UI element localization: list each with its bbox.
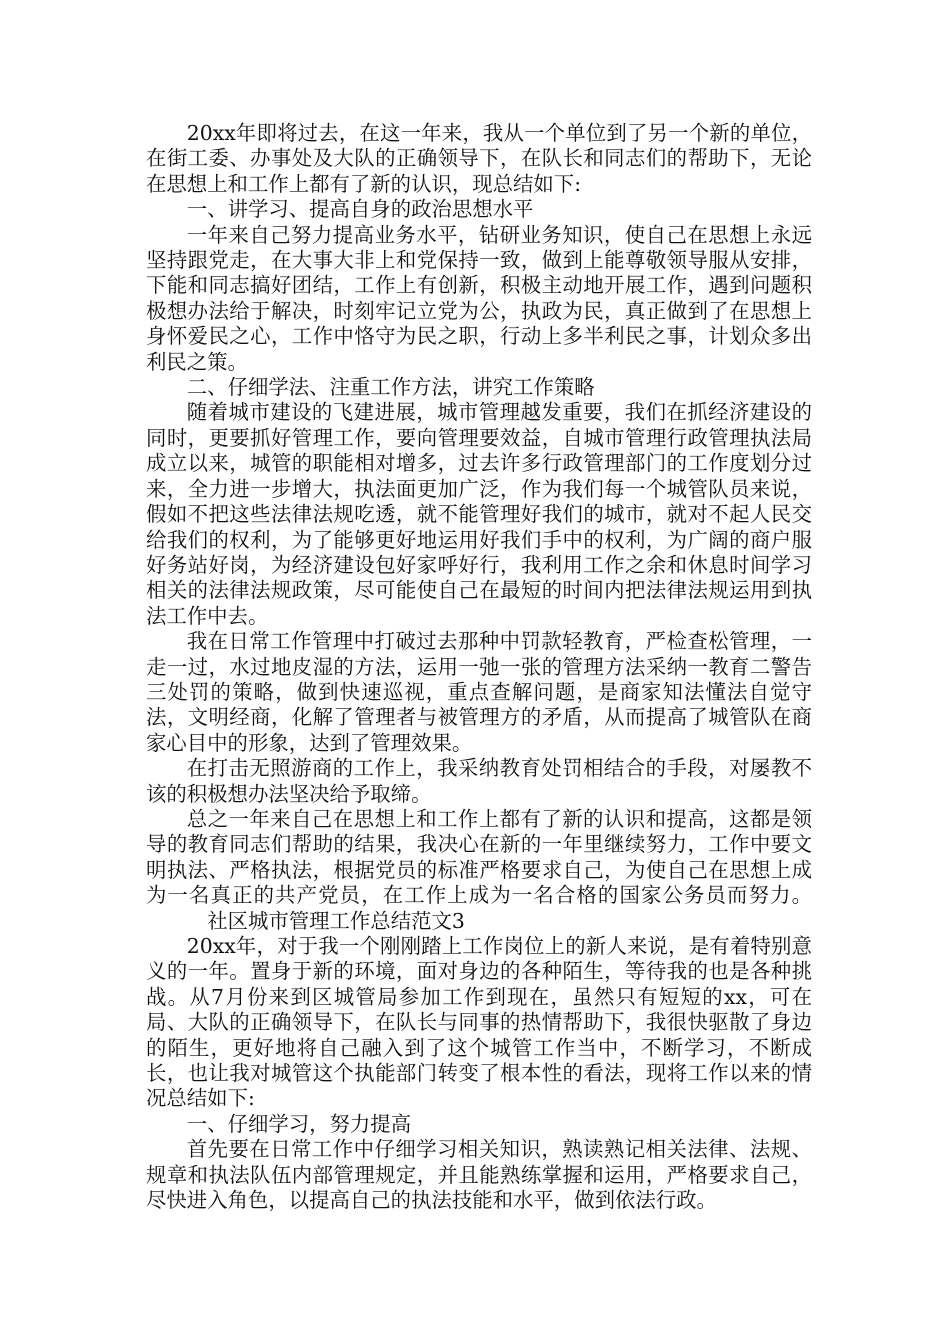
paragraph-study: 一年来自己努力提高业务水平，钻研业务知识，使自己在思想上永远坚持跟党走，在大事大非上和党保持一致，做到上能尊敬领导服从安排，下能和同志搞好团结，工作上有创新，积极主动地开展工作，遇到问题积极想办法给于解决，时刻牢记立党为公，执政为民，真正做到了在思想上身怀爱民之心，工作中恪守为民之职，行动上多半利民之事，计划众多出利民之策。 [146,222,812,374]
section-heading-3: 一、仔细学习，努力提高 [186,1111,412,1136]
section-heading-1: 一、讲学习、提高自身的政治思想水平 [186,197,534,222]
paragraph-intro: 20xx年即将过去，在这一年来，我从一个单位到了另一个新的单位，在街工委、办事处及大队的正确领导下，在队长和同志们的帮助下，无论在思想上和工作上都有了新的认识，现总结如下: [146,121,812,196]
paragraph-management-methods: 我在日常工作管理中打破过去那种中罚款轻教育，严检查松管理，一走一过，水过地皮湿的方法，运用一弛一张的管理方法采纳一教育二警告三处罚的策略，做到快速巡视，重点查解问题，是商家知法懂法自觉守法，文明经商，化解了管理者与被管理方的矛盾，从而提高了城管队在商家心目中的形象，达到了管理效果。 [146,629,812,755]
paragraph-careful-study: 首先要在日常工作中仔细学习相关知识，熟读熟记相关法律、法规、规章和执法队伍内部管理规定，并且能熟练掌握和运用，严格要求自己，尽快进入角色，以提高自己的执法技能和水平，做到依法行政。 [146,1137,812,1213]
paragraph-new-year: 20xx年，对于我一个刚刚踏上工作岗位上的新人来说，是有着特别意义的一年。置身于新的环境，面对身边的各种陌生，等待我的也是各种挑战。从7月份来到区城管局参加工作到现在，虽然只有短短的xx，可在局、大队的正确领导下，在队长与同事的热情帮助下，我很快驱散了身边的陌生，更好地将自己融入到了这个城管工作当中，不断学习，不断成长，也让我对城管这个执能部门转变了根本性的看法，现将工作以来的情况总结如下: [146,934,812,1111]
paragraph-conclusion [146,807,812,934]
paragraph-city-management: 随着城市建设的飞建进展，城市管理越发重要，我们在抓经济建设的同时，更要抓好管理工作，要向管理要效益，自城市管理行政管理执法局成立以来，城管的职能相对增多，过去许多行政管理部门的工作度划分过来，全力进一步增大，执法面更加广泛，作为我们每一个城管队员来说，假如不把这些法律法规吃透，就不能管理好我们的城市，就对不起人民交给我们的权利，为了能够更好地运用好我们手中的权利，为广阔的商户服好务站好岗，为经济建设包好家呼好行，我利用工作之余和休息时间学习相关的法律法规政策，尽可能使自己在最短的时间内把法律法规运用到执法工作中去。 [146,400,812,628]
conclusion-text: 总之一年来自己在思想上和工作上都有了新的认识和提高，这都是领导的教育同志们帮助的结果，我决心在新的一年里继续努力，工作中要文明执法、严格执法，根据党员的标准严格要求自己，为使自己在思想上成为一名真正的共产党员，在工作上成为一名合格的国家公务员而努力。 [146,806,812,908]
paragraph-unlicensed-vendors: 在打击无照游商的工作上，我采纳教育处罚相结合的手段，对屡教不该的积极想办法坚决给予取缔。 [146,756,812,806]
inline-title: 社区城市管理工作总结范文3 [207,908,465,933]
section-heading-2: 二、仔细学法、注重工作方法，讲究工作策略 [186,375,595,400]
document-body [146,121,812,1213]
